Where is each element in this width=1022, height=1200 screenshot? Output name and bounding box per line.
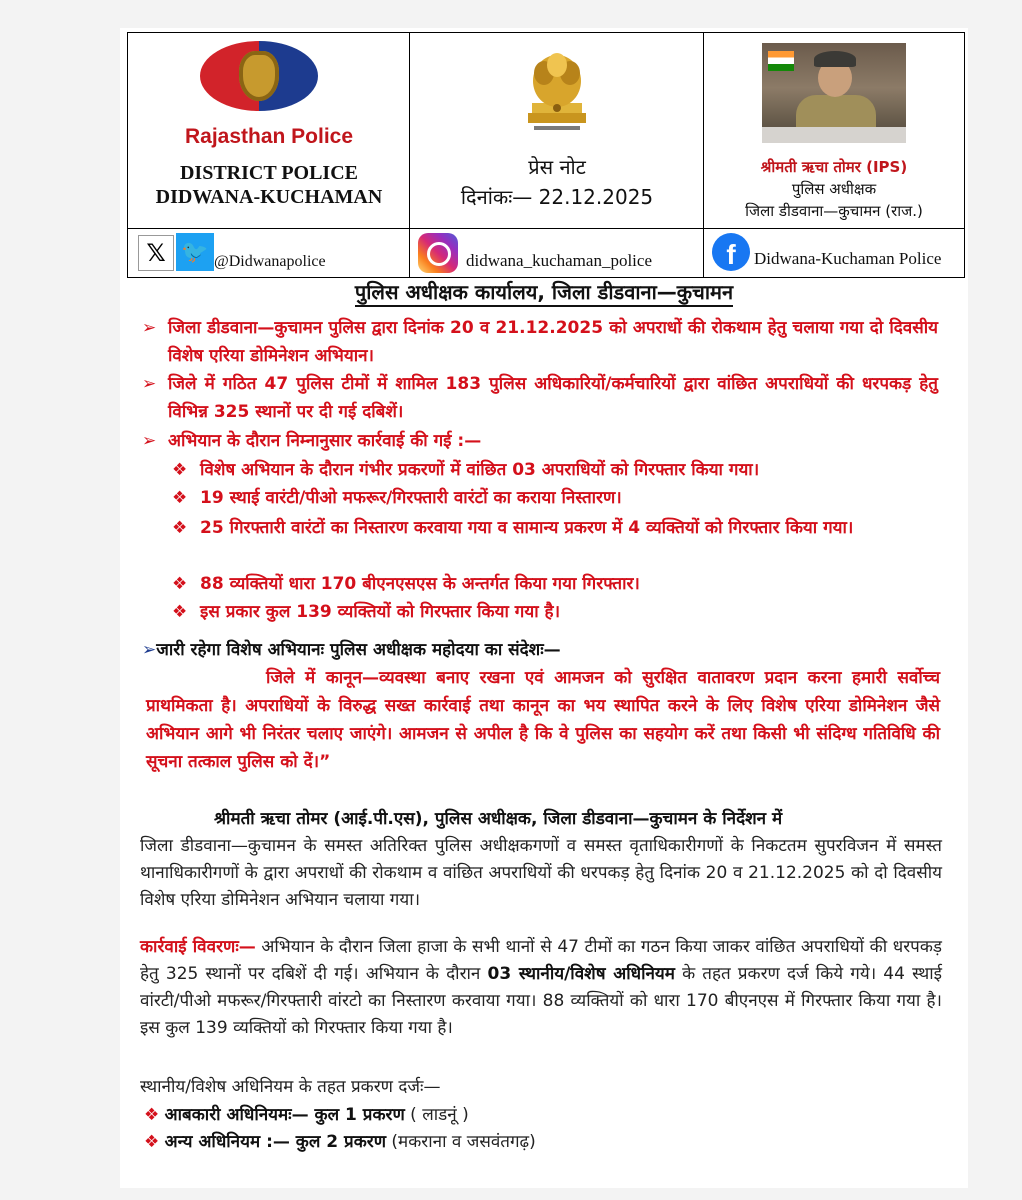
police-logo-cell	[128, 33, 410, 229]
header-table	[127, 32, 965, 278]
act-item-1: ❖ आबकारी अधिनियमः— कुल 1 प्रकरण ( लाडनूं )	[144, 1105, 469, 1125]
sp-message: जिले में कानून—व्यवस्था बनाए रखना एवं आमजन को सुरक्षित वातावरण प्रदान करना हमारी सर्वोच्च प्राथमिकता है। अपराधियों के विरुद्ध सख्त कार्रवाई तथा कानून का भय स्थापित करने के लिए विशेष एरिया डोमिनेशन जैसे अभियान आगे भी निरंतर चलाए जाएंगे। आमजन से अपील है कि वे पुलिस का सहयोग करें तथा किसी भी संदिग्ध गतिविधि की सूचना तत्काल पुलिस को दें।”	[146, 668, 940, 772]
emblem-cell	[410, 33, 704, 229]
press-note-label: प्रेस नोट	[528, 155, 586, 179]
x-handle-cell	[128, 229, 410, 277]
direction-body: जिला डीडवाना—कुचामन के समस्त अतिरिक्त पुलिस अधीक्षकगणों व समस्त वृताधिकारीगणों के निकटतम सुपरविजन में समस्त थानाधिकारीगणों के द्वारा अपराधों की रोकथाम व वांछित अपराधियों की धरपकड़ हेतु दिनांक 20 व 21.12.2025 को दो दिवसीय विशेष एरिया डोमिनेशन अभियान चलाया गया।	[140, 836, 942, 910]
act-item-2-rest: (मकराना व जसवंतगढ़)	[386, 1132, 536, 1152]
national-emblem-icon	[514, 47, 600, 133]
sub-point-1: विशेष अभियान के दौरान गंभीर प्रकरणों में वांछित 03 अपराधियों को गिरफ्तार किया गया।	[200, 460, 760, 480]
act-item-2: ❖ अन्य अधिनियम :— कुल 2 प्रकरण (मकराना व जसवंतगढ़)	[144, 1132, 536, 1152]
action-details-text-2: के तहत प्रकरण दर्ज किये गये। 44 स्थाई वांरटी/पीओ मफरूर/गिरफ्तारी वांरटो का निस्तारण करवाया गया। 88 व्यक्तियों को धारा 170 बीएनएस में गिरफ्तार किया गया है। इस कुल 139 व्यक्तियों को गिरफ्तार किया गया है।	[140, 964, 942, 1038]
action-details-paragraph	[140, 934, 942, 1042]
instagram-handle[interactable]: didwana_kuchaman_police	[466, 251, 652, 270]
arrow-bullet-icon: ➢	[142, 318, 157, 338]
instagram-icon	[418, 233, 458, 273]
diamond-bullet-icon: ❖	[172, 488, 188, 508]
sp-photo-cell	[704, 33, 964, 229]
sub-point-5: इस प्रकार कुल 139 व्यक्तियों को गिरफ्तार किया गया है।	[200, 602, 561, 622]
twitter-bird-icon: 🐦	[176, 233, 214, 271]
point-3: अभियान के दौरान निम्नानुसार कार्रवाई की गई :—	[168, 431, 482, 451]
action-details-text-1: अभियान के दौरान जिला हाजा के सभी थानों से 47 टीमों का गठन किया जाकर वांछित अपराधियों की धरपकड़ हेतु 325 स्थानों पर दबिशें दी गई। अभियान के दौरान	[140, 937, 942, 984]
acts-heading: स्थानीय/विशेष अधिनियम के तहत प्रकरण दर्जः—	[140, 1077, 441, 1097]
sp-name: श्रीमती ऋचा तोमर (IPS)	[760, 158, 908, 176]
diamond-bullet-icon: ❖	[172, 574, 188, 594]
press-note-date: दिनांकः— 22.12.2025	[460, 185, 654, 209]
office-title: पुलिस अधीक्षक कार्यालय, जिला डीडवाना—कुचामन	[120, 278, 968, 305]
action-details-bold: 03 स्थानीय/विशेष अधिनियम	[487, 964, 675, 984]
sub-point-4: 88 व्यक्तियों धारा 170 बीएनएसएस के अन्तर्गत किया गया गिरफ्तार।	[200, 574, 640, 594]
rajasthan-police-logo-icon	[200, 41, 318, 111]
sp-photo	[762, 43, 906, 143]
x-handle[interactable]: @Didwanapolice	[214, 253, 326, 270]
act-item-1-rest: ( लाडनूं )	[404, 1105, 469, 1125]
rajasthan-police-title: Rajasthan Police	[184, 125, 354, 148]
diamond-bullet-icon: ❖	[172, 518, 188, 538]
district-police-line1: DISTRICT POLICE	[179, 162, 359, 184]
action-details-label: कार्रवाई विवरणः—	[140, 937, 256, 957]
direction-lead: श्रीमती ऋचा तोमर (आई.पी.एस), पुलिस अधीक्षक, जिला डीडवाना—कुचामन के निर्देशन में	[214, 809, 783, 829]
diamond-bullet-icon: ❖	[172, 460, 188, 480]
arrow-bullet-icon: ➢	[142, 374, 157, 394]
facebook-handle-cell	[704, 229, 964, 277]
press-note-page	[120, 28, 968, 1188]
arrow-bullet-icon: ➢	[142, 431, 157, 451]
point-1: जिला डीडवाना—कुचामन पुलिस द्वारा दिनांक 20 व 21.12.2025 को अपराधों की रोकथाम हेतु चलाया गया दो दिवसीय विशेष एरिया डोमिनेशन अभियान।	[168, 318, 938, 366]
point-2: जिले में गठित 47 पुलिस टीमों में शामिल 183 पुलिस अधिकारियों/कर्मचारियों द्वारा वांछित अपराधियों की धरपकड़ हेतु विभिन्न 325 स्थानों पर दी गई दबिशें।	[168, 374, 938, 422]
sp-post: पुलिस अधीक्षक	[791, 180, 877, 198]
district-police-line2: DIDWANA-KUCHAMAN	[155, 186, 383, 208]
act-item-2-bold: अन्य अधिनियम :— कुल 2 प्रकरण	[164, 1132, 387, 1152]
act-item-1-bold: आबकारी अधिनियमः— कुल 1 प्रकरण	[164, 1105, 405, 1125]
instagram-handle-cell	[410, 229, 704, 277]
sp-district: जिला डीडवाना—कुचामन (राज.)	[745, 202, 923, 220]
x-logo-icon: 𝕏	[138, 235, 174, 271]
direction-paragraph	[140, 806, 942, 914]
message-heading: ➢जारी रहेगा विशेष अभियानः पुलिस अधीक्षक महोदया का संदेशः—	[142, 640, 561, 660]
facebook-handle[interactable]: Didwana-Kuchaman Police	[754, 249, 942, 268]
sub-point-2: 19 स्थाई वारंटी/पीओ मफरूर/गिरफ्तारी वारंटों का कराया निस्तारण।	[200, 488, 622, 508]
facebook-icon: f	[712, 233, 750, 271]
sub-point-3: 25 गिरफ्तारी वारंटों का निस्तारण करवाया गया व सामान्य प्रकरण में 4 व्यक्तियों को गिरफ्तार किया गया।	[200, 518, 854, 538]
district-police-title	[128, 161, 410, 209]
diamond-bullet-icon: ❖	[172, 602, 188, 622]
